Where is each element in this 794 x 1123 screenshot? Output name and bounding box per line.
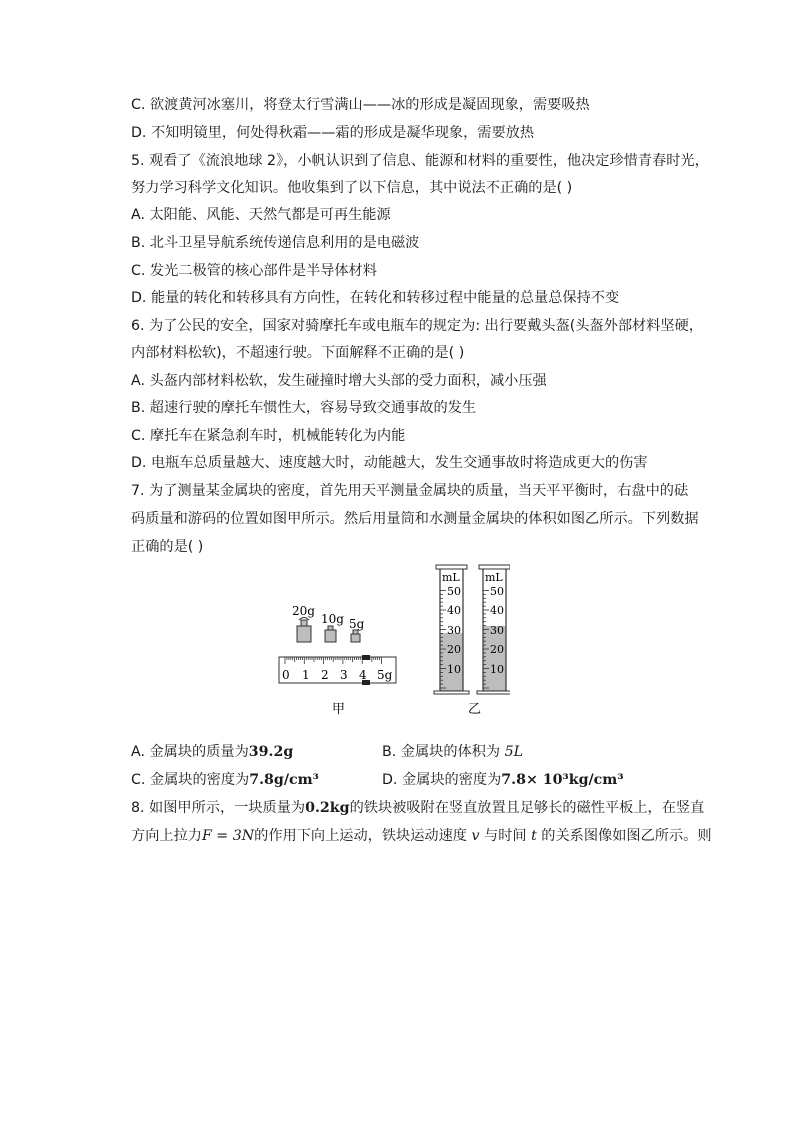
q8-stem-2-mid: 的作用下向上运动，铁块运动速度 (254, 828, 472, 844)
q8-stem-line-1 (131, 798, 704, 818)
balance-and-cylinder-figure (270, 560, 510, 720)
q6-option-b: B. 超速行驶的摩托车惯性大，容易导致交通事故的发生 (131, 400, 477, 416)
q8-mass-value: 0.2kg (305, 800, 350, 816)
q8-stem-2-pre: 方向上拉力 (131, 828, 202, 844)
weight-20g-label: 20g (292, 604, 315, 618)
q7-stem-line-1: 7. 为了测量某金属块的密度，首先用天平测量金属块的质量，当天平平衡时，右盘中的砝 (131, 483, 689, 499)
q4-option-d: D. 不知明镜里，何处得秋霜——霜的形成是凝华现象，需要放热 (131, 125, 535, 141)
rider-top (362, 655, 370, 660)
q8-stem-line-2 (131, 826, 712, 846)
figure-label-jia: 甲 (332, 702, 346, 717)
cyl2-tick-10: 10 (490, 663, 504, 676)
q7-option-a (131, 742, 293, 762)
q7-option-d-text: D. 金属块的密度为 (382, 772, 502, 788)
q7-option-a-value: 39.2g (248, 744, 294, 760)
weight-5g-label: 5g (349, 617, 365, 631)
q7-option-d (382, 770, 624, 790)
q8-force-value: F = 3N (201, 828, 255, 844)
q8-velocity-symbol: v (471, 828, 480, 844)
q8-stem-2-post: 的关系图像如图乙所示。则 (536, 828, 712, 844)
balance-beam-scale (279, 655, 396, 685)
q7-option-c (131, 770, 319, 790)
q7-option-c-value: 7.8g/cm³ (249, 772, 319, 788)
q5-option-a: A. 太阳能、风能、天然气都是可再生能源 (131, 207, 391, 223)
q6-option-a: A. 头盔内部材料松软，发生碰撞时增大头部的受力面积，减小压强 (131, 373, 547, 389)
q7-option-d-value: 7.8× 10³kg/cm³ (501, 772, 624, 788)
scale-label-4: 4 (359, 668, 367, 682)
cyl2-tick-40: 40 (490, 604, 504, 617)
q6-option-d: D. 电瓶车总质量越大、速度越大时，动能越大，发生交通事故时将造成更大的伤害 (131, 455, 648, 471)
scale-label-3: 3 (340, 668, 348, 682)
cylinder-after (477, 565, 510, 694)
q8-time-symbol: t (531, 828, 537, 844)
q5-option-d: D. 能量的转化和转移具有方向性，在转化和转移过程中能量的总量总保持不变 (131, 290, 620, 306)
cyl1-tick-40: 40 (447, 604, 461, 617)
q6-stem-line-1: 6. 为了公民的安全，国家对骑摩托车或电瓶车的规定为: 出行要戴头盔(头盔外部材料坚硬， (131, 318, 703, 334)
q6-option-c: C. 摩托车在紧急刹车时，机械能转化为内能 (131, 428, 406, 444)
weight-5g-icon (351, 630, 360, 642)
q7-option-b-value: 5L (504, 744, 524, 760)
q5-option-b: B. 北斗卫星导航系统传递信息利用的是电磁波 (131, 235, 420, 251)
cyl2-unit: mL (485, 571, 503, 584)
q7-stem-line-3: 正确的是( ) (131, 539, 204, 555)
q8-stem-1-post: 的铁块被吸附在竖直放置且足够长的磁性平板上，在竖直 (349, 800, 705, 816)
scale-label-1: 1 (302, 668, 310, 682)
cyl1-tick-50: 50 (447, 585, 461, 598)
cyl1-tick-30: 30 (447, 624, 461, 637)
q7-stem-line-2: 码质量和游码的位置如图甲所示。然后用量筒和水测量金属块的体积如图乙所示。下列数据 (131, 511, 699, 527)
q7-option-a-text: A. 金属块的质量为 (131, 744, 249, 760)
scale-label-5g: 5g (377, 668, 393, 682)
q7-option-c-text: C. 金属块的密度为 (131, 772, 250, 788)
q5-option-c: C. 发光二极管的核心部件是半导体材料 (131, 263, 377, 279)
scale-label-0: 0 (282, 668, 290, 682)
cyl2-tick-30: 30 (490, 624, 504, 637)
cyl1-tick-10: 10 (447, 663, 461, 676)
q5-stem-line-2: 努力学习科学文化知识。他收集到了以下信息，其中说法不正确的是( ) (131, 180, 573, 196)
figure-label-yi: 乙 (468, 702, 482, 717)
q7-option-b-text: B. 金属块的体积为 (382, 744, 505, 760)
weight-20g-icon (297, 618, 311, 643)
cyl1-tick-20: 20 (447, 643, 461, 656)
q5-stem-line-1: 5. 观看了《流浪地球 2》，小帆认识到了信息、能源和材料的重要性，他决定珍惜青春时光， (131, 153, 709, 169)
q8-stem-2-mid2: 与时间 (479, 828, 532, 844)
weight-10g-icon (325, 626, 336, 642)
q6-stem-line-2: 内部材料松软)，不超速行驶。下面解释不正确的是( ) (131, 345, 465, 361)
weight-10g-label: 10g (321, 612, 344, 626)
q7-option-b (382, 742, 523, 762)
q8-stem-1-pre: 8. 如图甲所示，一块质量为 (131, 800, 306, 816)
q4-option-c: C. 欲渡黄河冰塞川，将登太行雪满山——冰的形成是凝固现象，需要吸热 (131, 97, 590, 113)
cyl1-unit: mL (442, 571, 460, 584)
cyl2-tick-50: 50 (490, 585, 504, 598)
cyl2-tick-20: 20 (490, 643, 504, 656)
scale-label-2: 2 (321, 668, 329, 682)
cylinder-before (434, 565, 469, 694)
